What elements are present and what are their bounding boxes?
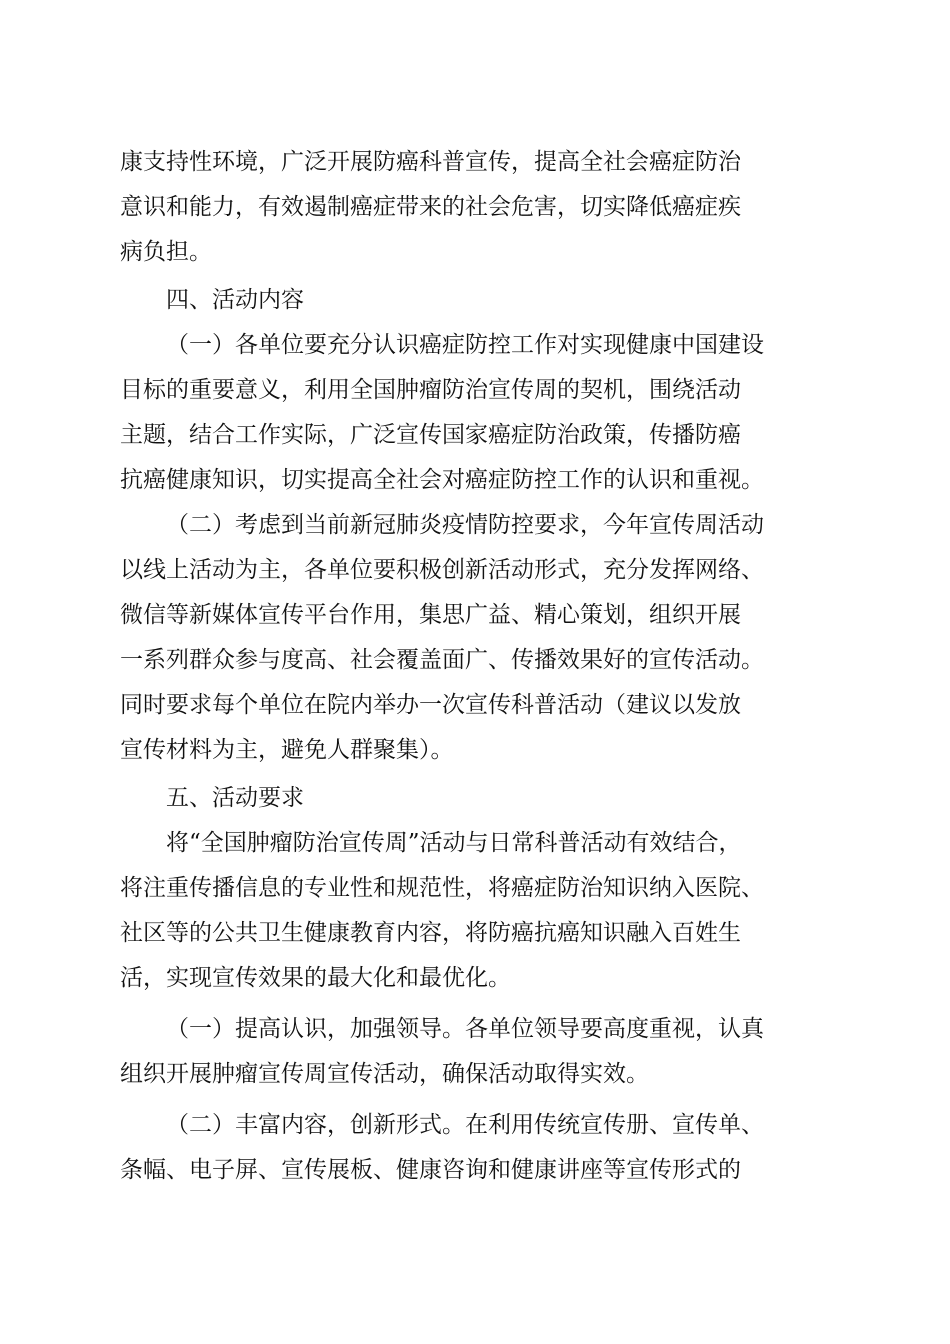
- paragraph-line: （二）考虑到当前新冠肺炎疫情防控要求，今年宣传周活动: [166, 512, 764, 538]
- paragraph-line: 社区等的公共卫生健康教育内容，将防癌抗癌知识融入百姓生: [120, 920, 741, 946]
- paragraph-line: 一系列群众参与度高、社会覆盖面广、传播效果好的宣传活动。: [120, 647, 764, 673]
- paragraph-line: 宣传材料为主，避免人群聚集）。: [120, 737, 454, 763]
- paragraph-line: （二）丰富内容，创新形式。在利用传统宣传册、宣传单、: [166, 1112, 764, 1138]
- paragraph-line: （一）提高认识，加强领导。各单位领导要高度重视，认真: [166, 1016, 764, 1042]
- section-heading-activity-requirements: 五、活动要求: [166, 785, 304, 811]
- paragraph-line: 将“全国肿瘤防治宣传周”活动与日常科普活动有效结合，: [166, 830, 742, 856]
- paragraph-line: 康支持性环境，广泛开展防癌科普宣传，提高全社会癌症防治: [120, 149, 741, 175]
- document-body: [120, 140, 826, 1193]
- paragraph-line: 活，实现宣传效果的最大化和最优化。: [120, 965, 511, 991]
- paragraph-line: （一）各单位要充分认识癌症防控工作对实现健康中国建设: [166, 332, 764, 358]
- paragraph-line: 病负担。: [120, 239, 212, 265]
- paragraph-line: 条幅、电子屏、宣传展板、健康咨询和健康讲座等宣传形式的: [120, 1157, 741, 1183]
- paragraph-line: 意识和能力，有效遏制癌症带来的社会危害，切实降低癌症疾: [120, 194, 741, 220]
- section-heading-activity-content: 四、活动内容: [166, 287, 304, 313]
- paragraph-line: 主题，结合工作实际，广泛宣传国家癌症防治政策，传播防癌: [120, 422, 741, 448]
- paragraph-line: 目标的重要意义，利用全国肿瘤防治宣传周的契机，围绕活动: [120, 377, 741, 403]
- paragraph-line: 同时要求每个单位在院内举办一次宣传科普活动（建议以发放: [120, 692, 741, 718]
- paragraph-line: 以线上活动为主，各单位要积极创新活动形式，充分发挥网络、: [120, 557, 764, 583]
- paragraph-line: 抗癌健康知识，切实提高全社会对癌症防控工作的认识和重视。: [120, 467, 764, 493]
- paragraph-line: 微信等新媒体宣传平台作用，集思广益、精心策划，组织开展: [120, 602, 741, 628]
- paragraph-line: 组织开展肿瘤宣传周宣传活动，确保活动取得实效。: [120, 1061, 649, 1087]
- paragraph-line: 将注重传播信息的专业性和规范性，将癌症防治知识纳入医院、: [120, 875, 764, 901]
